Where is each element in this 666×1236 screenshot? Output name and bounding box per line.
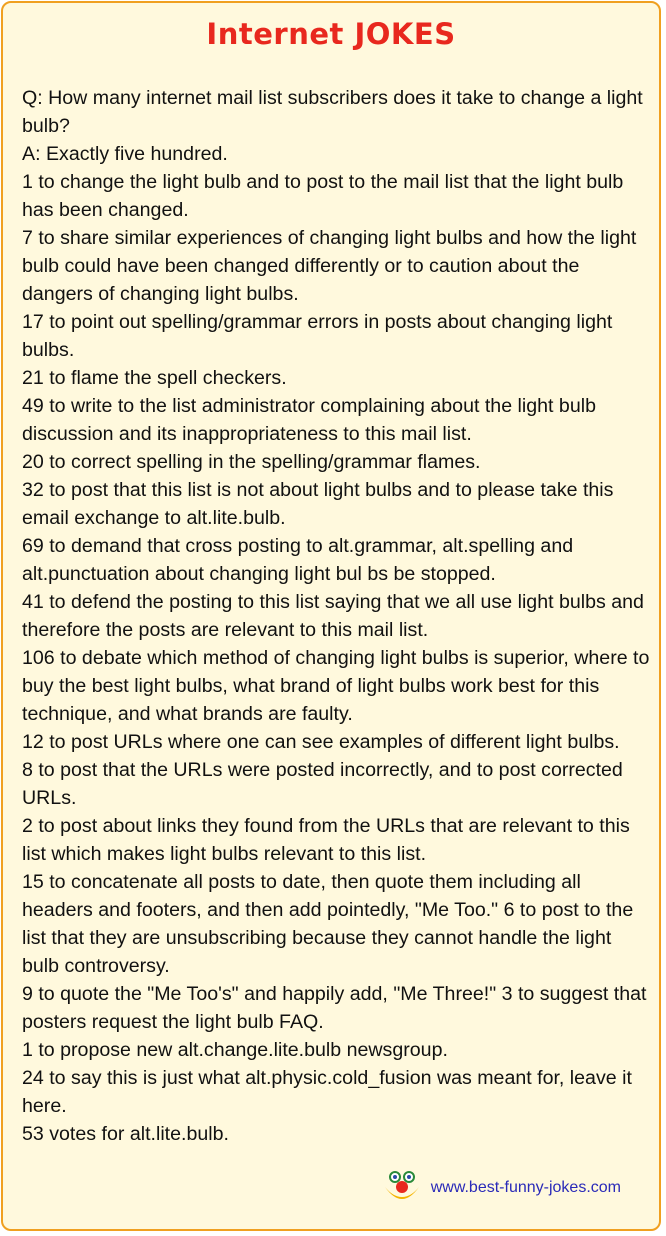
site-link[interactable]: www.best-funny-jokes.com bbox=[430, 1179, 621, 1196]
joke-text bbox=[22, 84, 650, 1148]
joke-line: 1 to propose new alt.change.lite.bulb newsgroup. bbox=[22, 1039, 448, 1061]
joke-card bbox=[1, 1, 661, 1231]
footer bbox=[381, 1167, 621, 1209]
joke-line: 53 votes for alt.lite.bulb. bbox=[22, 1123, 229, 1145]
joke-line: 17 to point out spelling/grammar errors in posts about changing light bulbs. bbox=[22, 311, 613, 361]
joke-line: 7 to share similar experiences of changing light bulbs and how the light bulb could have been changed differently or to caution about the dangers of changing light bulbs. bbox=[22, 227, 637, 305]
joke-line: 9 to quote the "Me Too's" and happily add, "Me Three!" 3 to suggest that posters request the light bulb FAQ. bbox=[22, 983, 647, 1033]
joke-line: 20 to correct spelling in the spelling/grammar flames. bbox=[22, 451, 481, 473]
joke-line: 69 to demand that cross posting to alt.grammar, alt.spelling and alt.punctuation about changing light bul bs be stopped. bbox=[22, 535, 574, 585]
joke-line: 8 to post that the URLs were posted incorrectly, and to post corrected URLs. bbox=[22, 759, 623, 809]
joke-line: 106 to debate which method of changing light bulbs is superior, where to buy the best light bulbs, what brand of light bulbs work best for this technique, and what brands are faulty. bbox=[22, 647, 650, 725]
joke-line: 32 to post that this list is not about light bulbs and to please take this email exchange to alt.lite.bulb. bbox=[22, 479, 614, 529]
joke-line: 1 to change the light bulb and to post to the mail list that the light bulb has been changed. bbox=[22, 171, 624, 221]
page-title: Internet JOKES bbox=[206, 17, 456, 51]
joke-line: 24 to say this is just what alt.physic.cold_fusion was meant for, leave it here. bbox=[22, 1067, 632, 1117]
joke-line: 2 to post about links they found from the URLs that are relevant to this list which makes light bulbs relevant to this list. bbox=[22, 815, 630, 865]
joke-line: 49 to write to the list administrator complaining about the light bulb discussion and its inappropriateness to this mail list. bbox=[22, 395, 596, 445]
joke-line: Q: How many internet mail list subscribers does it take to change a light bulb? bbox=[22, 87, 643, 137]
joke-line: 15 to concatenate all posts to date, then quote them including all headers and footers, and then add pointedly, "Me Too." 6 to post to the list that they are unsubscribing because they cannot handle the light bulb controversy. bbox=[22, 871, 634, 977]
joke-line: A: Exactly five hundred. bbox=[22, 143, 228, 165]
joke-line: 12 to post URLs where one can see examples of different light bulbs. bbox=[22, 731, 620, 753]
joke-line: 41 to defend the posting to this list saying that we all use light bulbs and therefore the posts are relevant to this mail list. bbox=[22, 591, 644, 641]
clown-face-icon bbox=[381, 1167, 423, 1209]
joke-line: 21 to flame the spell checkers. bbox=[22, 367, 287, 389]
